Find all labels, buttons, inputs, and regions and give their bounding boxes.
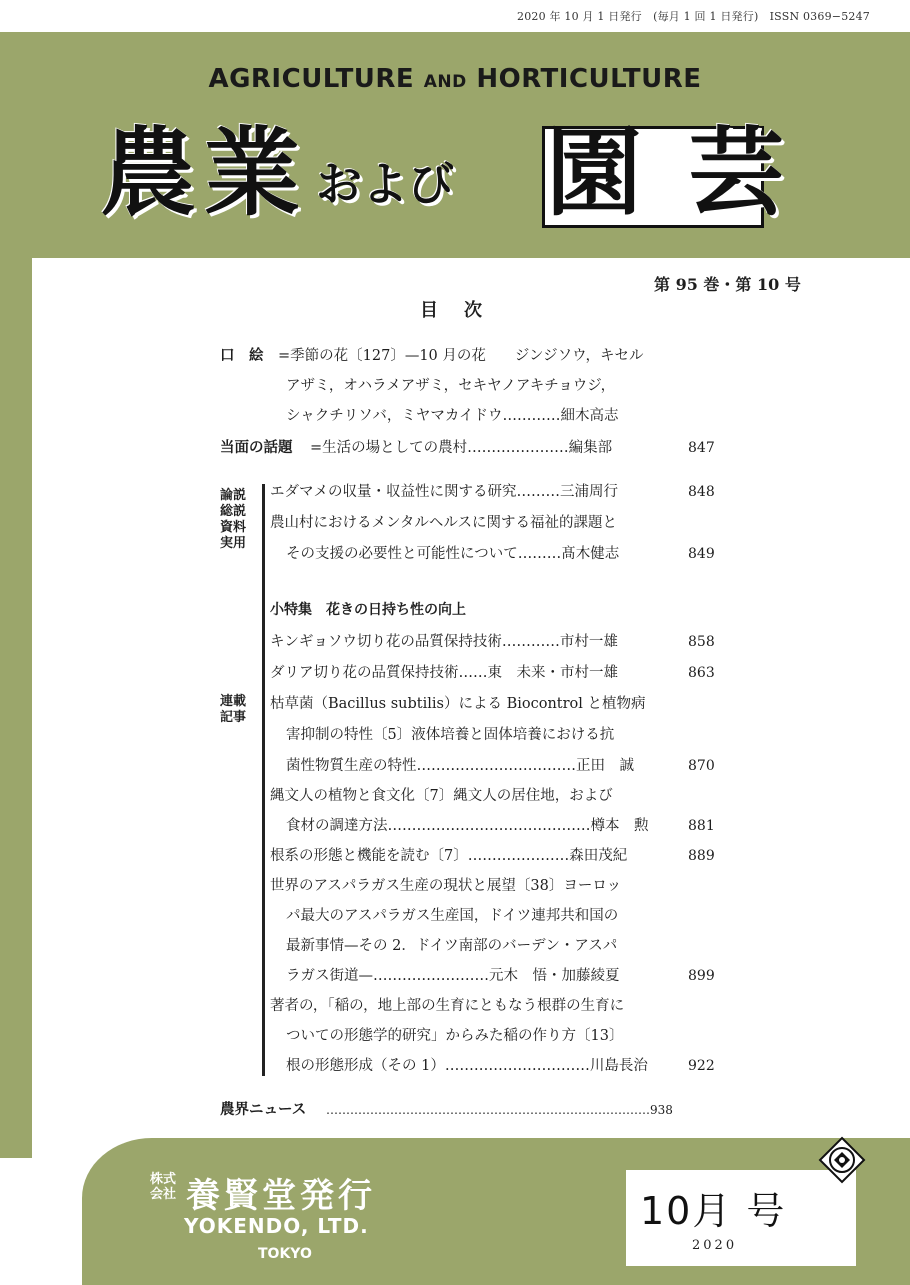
left-green-strip <box>0 258 32 1158</box>
issue-month: 10月 号 <box>640 1189 787 1233</box>
special-feature-heading: 小特集 花きの日持ち性の向上 <box>270 602 466 618</box>
toc-item: 枯草菌（Bacillus subtilis）による Biocontrol と植物病 <box>270 696 646 712</box>
section-tag-series: 連載記事 <box>220 694 247 725</box>
section-divider-bar <box>262 484 265 1076</box>
toc-item-page: 889 <box>688 848 715 864</box>
publisher-name: 養賢堂発行 <box>186 1176 376 1216</box>
topic-page: 847 <box>688 440 715 456</box>
issue-year: 2020 <box>692 1238 738 1253</box>
topic-label: 当面の話題 <box>220 440 293 456</box>
toc-item: 縄文人の植物と食文化〔7〕縄文人の居住地，および <box>270 788 613 804</box>
kuchie-line-3: シャクチリソバ，ミヤマカイドウ…………細木高志 <box>286 408 619 424</box>
kuchie-label: 口 絵 <box>220 348 264 364</box>
title-oyobi: および <box>316 157 454 211</box>
title-char-4: 芸 <box>688 117 784 229</box>
toc-item: 最新事情—その 2．ドイツ南部のバーデン・アスパ <box>286 938 618 954</box>
toc-item: エダマメの収量・収益性に関する研究………三浦周行 <box>270 484 618 500</box>
toc-item: その支援の必要性と可能性について………髙木健志 <box>286 546 620 562</box>
publication-info: 2020 年 10 月 1 日発行 (毎月 1 回 1 日発行) ISSN 0369−5247 <box>517 10 870 23</box>
publisher-city: TOKYO <box>258 1246 312 1262</box>
toc-item: ラガス街道—……………………元木 悟・加藤綾夏 <box>286 968 620 984</box>
toc-item: ついての形態学的研究」からみた稲の作り方〔13〕 <box>286 1028 624 1044</box>
title-char-1: 農 <box>100 117 196 229</box>
toc-item: 世界のアスパラガス生産の現状と展望〔38〕ヨーロッ <box>270 878 622 894</box>
topic-text: =生活の場としての農村…………………編集部 <box>310 440 613 456</box>
toc-item-page: 849 <box>688 546 715 562</box>
toc-item-page: 899 <box>688 968 715 984</box>
toc-item: 根系の形態と機能を読む〔7〕…………………森田茂紀 <box>270 848 628 864</box>
section-tag-articles: 論説総説資料実用 <box>220 488 247 551</box>
toc-item-page: 858 <box>688 634 715 650</box>
volume-number: 第 95 巻・第 10 号 <box>654 275 801 294</box>
english-title-part-a: AGRICULTURE <box>208 64 415 94</box>
toc-item-page: 863 <box>688 665 715 681</box>
title-char-3: 園 <box>546 117 642 229</box>
publisher-corp-label: 株式会社 <box>150 1172 177 1202</box>
toc-item-page: 870 <box>688 758 715 774</box>
title-char-2: 業 <box>204 117 300 229</box>
toc-item: 農山村におけるメンタルヘルスに関する福祉的課題と <box>270 515 617 531</box>
toc-title: 目次 <box>420 300 508 321</box>
toc-item: 食材の調達方法……………………………………樽本 勲 <box>286 818 649 834</box>
japanese-title <box>100 118 820 228</box>
toc-item-page: 848 <box>688 484 715 500</box>
english-title <box>0 64 910 94</box>
news-label: 農界ニュース <box>220 1102 307 1118</box>
toc-item: 害抑制の特性〔5〕液体培養と固体培養における抗 <box>286 727 615 743</box>
toc-item: 菌性物質生産の特性……………………………正田 誠 <box>286 758 634 774</box>
publisher-english: YOKENDO, LTD. <box>184 1214 369 1238</box>
toc-item: 根の形態形成（その 1）…………………………川島長治 <box>286 1058 648 1074</box>
toc-item-page: 881 <box>688 818 715 834</box>
publisher-logo-icon <box>818 1136 866 1184</box>
toc-item-page: 922 <box>688 1058 715 1074</box>
kuchie-line-1: =季節の花〔127〕—10 月の花 ジンジソウ，キセル <box>278 348 644 364</box>
english-title-part-b: HORTICULTURE <box>476 64 702 94</box>
toc-item: キンギョソウ切り花の品質保持技術…………市村一雄 <box>270 634 618 650</box>
toc-item: パ最大のアスパラガス生産国，ドイツ連邦共和国の <box>286 908 619 924</box>
english-title-and: AND <box>423 72 467 92</box>
toc-item: 著者の，「稲の，地上部の生育にともなう根群の生育に <box>270 998 625 1014</box>
kuchie-line-2: アザミ，オハラメアザミ，セキヤノアキチョウジ， <box>286 378 616 394</box>
toc-item: ダリア切り花の品質保持技術……東 未来・市村一雄 <box>270 665 618 681</box>
news-leader: ………………………………………………………………………938 <box>326 1103 673 1117</box>
